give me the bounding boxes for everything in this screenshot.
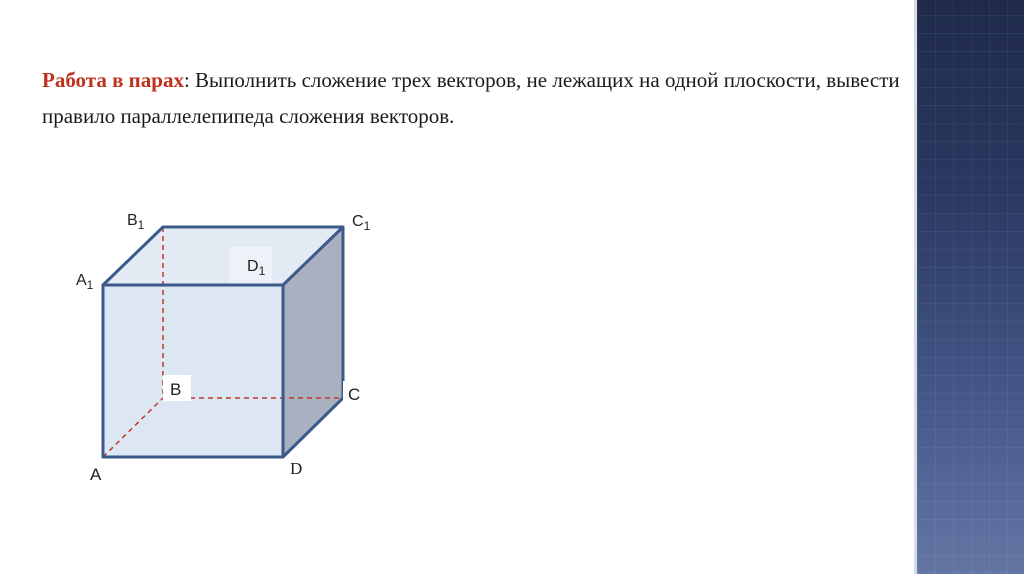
label-c1: $C_1$ [352,213,371,233]
label-a1: $A_1$ [76,272,94,292]
task-highlight: Работа в парах [42,68,184,92]
parallelepiped-figure [60,195,390,495]
decorative-side-bar [914,0,1024,574]
task-body: : Выполнить сложение трех векторов, не лежащих на одной плоскости, вывести правило параллелепипеда сложения векторов. [42,68,900,128]
label-d: D [290,459,303,478]
label-b: B [170,380,182,399]
label-a: A [90,465,102,484]
task-text [42,62,902,134]
label-d1: $D_1$ [247,258,266,278]
label-c: C [348,385,361,404]
label-b1: $B_1$ [127,212,145,232]
